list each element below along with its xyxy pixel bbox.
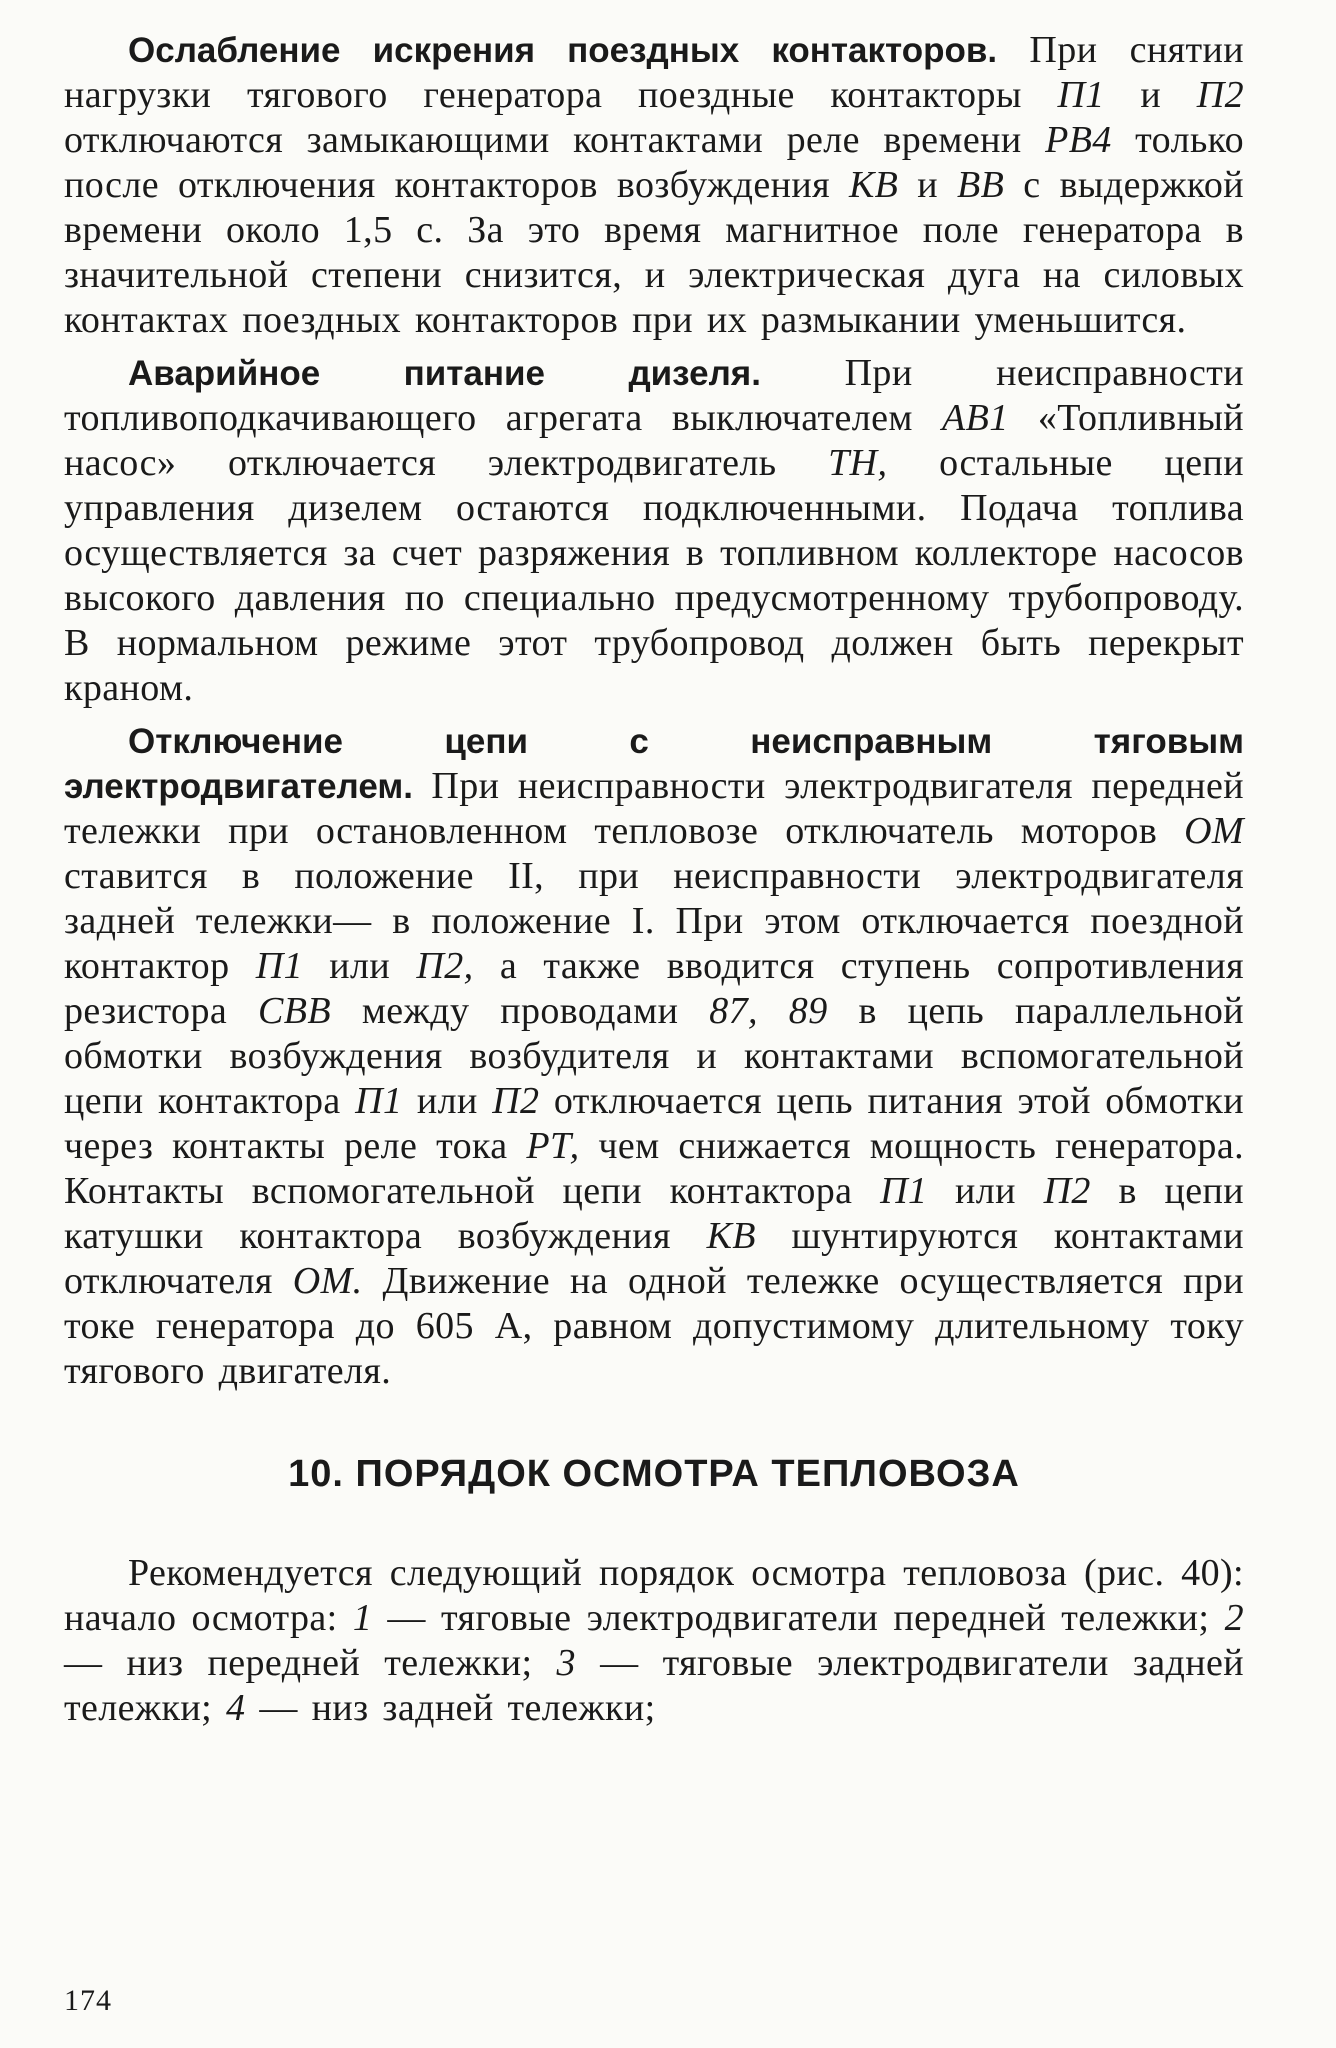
text-run: или: [303, 945, 417, 987]
text-run: Рекомендуется следующий порядок осмотра тепловоза (рис. 40): начало осмотра:: [64, 1552, 1244, 1639]
paragraph-motor-disconnect: [64, 719, 1244, 1394]
italic-term: АВ1: [942, 397, 1009, 439]
text-run: — низ задней тележки;: [245, 1687, 656, 1729]
paragraph-lead: Аварийное питание дизеля.: [128, 354, 761, 393]
paragraph-text: [64, 1552, 1244, 1729]
page-number: 174: [64, 1984, 112, 2017]
paragraph-text: [64, 352, 1244, 709]
text-run: и: [1104, 74, 1197, 116]
italic-term: КВ: [848, 164, 899, 206]
text-run: При неисправности топливоподкачивающего агрегата выключателем: [64, 352, 1245, 439]
italic-term: 4: [226, 1687, 246, 1729]
text-run: остальные цепи управления дизелем остаются подключенными. Подача топлива осуществляется за счет разряжения в топливном коллекторе насосов высокого давления по специально предусмотренному трубопроводу. В нормальном режиме этот трубопровод должен быть перекрыт краном.: [64, 442, 1244, 709]
text-run: в цепь параллельной обмотки возбуждения возбудителя и контактами вспомогательной цепи контактора: [64, 990, 1244, 1122]
text-run: При снятии нагрузки тягового генератора поездные контакторы: [64, 29, 1244, 116]
text-run: — тяговые электродвигатели задней тележки;: [64, 1642, 1245, 1729]
paragraph-inspection-order: [64, 1551, 1244, 1731]
text-run: При неисправности электродвигателя передней тележки при остановленном тепловозе отключатель моторов: [64, 765, 1244, 852]
text-run: отключается цепь питания этой обмотки через контакты реле тока: [64, 1080, 1244, 1167]
text-run: «Топливный насос» отключается электродвигатель: [64, 397, 1244, 484]
text-run: ставится в положение II, при неисправности электродвигателя задней тележки— в положение I. При этом отключается поездной контактор: [64, 855, 1244, 987]
italic-term: РТ,: [526, 1125, 580, 1167]
italic-term: П2: [1196, 74, 1244, 116]
text-run: и: [898, 164, 958, 206]
text-run: между проводами: [330, 990, 710, 1032]
text-run: только после отключения контакторов возбуждения: [64, 119, 1245, 206]
paragraph-emergency-fuel: [64, 351, 1244, 711]
text-run: а также вводится ступень сопротивления резистора: [64, 945, 1244, 1032]
italic-term: ВВ: [957, 164, 1005, 206]
italic-term: СВВ: [258, 990, 331, 1032]
italic-term: ОМ.: [292, 1260, 363, 1302]
italic-term: П2: [1043, 1170, 1091, 1212]
text-run: чем снижается мощность генератора. Контакты вспомогательной цепи контактора: [64, 1125, 1244, 1212]
paragraph-text: [64, 29, 1244, 341]
italic-term: П2: [492, 1080, 540, 1122]
italic-term: РВ4: [1045, 119, 1112, 161]
paragraph-lead: Отключение цепи с неисправным тяговым электродвигателем.: [64, 722, 1244, 806]
italic-term: 87, 89: [709, 990, 828, 1032]
italic-term: П1: [255, 945, 304, 987]
text-run: — тяговые электродвигатели передней тележки;: [372, 1597, 1225, 1639]
text-run: отключаются замыкающими контактами реле времени: [64, 119, 1046, 161]
text-run: в цепи катушки контактора возбуждения: [64, 1170, 1244, 1257]
paragraph-lead: Ослабление искрения поездных контакторов.: [128, 31, 998, 70]
text-run: шунтируются контактами отключателя: [64, 1215, 1244, 1302]
paragraph-text: [64, 765, 1244, 1392]
text-run: или: [927, 1170, 1044, 1212]
italic-term: 3: [556, 1642, 576, 1684]
italic-term: 2: [1224, 1597, 1244, 1639]
italic-term: КВ: [706, 1215, 756, 1257]
italic-term: П2,: [416, 945, 474, 987]
italic-term: 1: [352, 1597, 373, 1639]
text-run: — низ передней тележки;: [64, 1642, 557, 1684]
text-run: с выдержкой времени около 1,5 с. За это время магнитное поле генератора в значительной степени снизится, и электрическая дуга на силовых контактах поездных контакторов при их размыкании уменьшится.: [64, 164, 1244, 341]
italic-term: П1: [880, 1170, 928, 1212]
italic-term: П1: [355, 1080, 403, 1122]
italic-term: ТН,: [828, 442, 888, 484]
page-body: [64, 28, 1244, 1739]
italic-term: ОМ: [1184, 810, 1244, 852]
text-run: или: [402, 1080, 493, 1122]
text-run: Движение на одной тележке осуществляется при токе генератора до 605 А, равном допустимому длительному току тягового двигателя.: [64, 1260, 1244, 1392]
section-heading: 10. ПОРЯДОК ОСМОТРА ТЕПЛОВОЗА: [288, 1453, 1020, 1495]
paragraph-sparking: [64, 28, 1244, 343]
italic-term: П1: [1057, 74, 1105, 116]
